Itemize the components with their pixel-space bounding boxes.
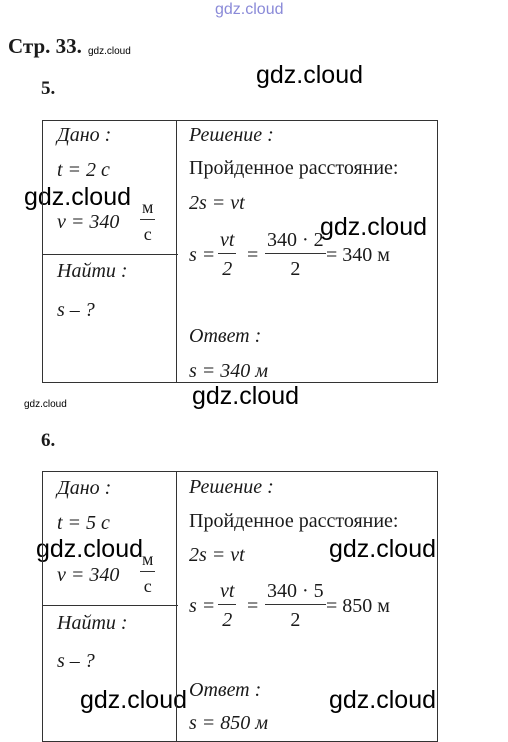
watermark-2: gdz.cloud [24, 183, 132, 211]
answer-value: s = 340 м [189, 360, 269, 382]
table-divider-horizontal [42, 605, 178, 606]
velocity-unit [140, 550, 155, 595]
find-value: s – ? [57, 650, 95, 672]
find-label: Найти : [57, 260, 128, 282]
fraction-vt-over-2: $\frac{vt}{2}$ [220, 229, 235, 280]
table-divider-vertical [176, 471, 177, 742]
distance-label: Пройденное расстояние: [189, 510, 399, 532]
equation-1: 2s = vt [189, 544, 245, 566]
equation-2-lhs: s = [189, 244, 216, 266]
problem-number: 6. [41, 430, 56, 451]
table-divider-vertical [176, 120, 177, 383]
watermark-5: gdz.cloud [36, 535, 144, 563]
velocity-unit-num: м [140, 198, 155, 220]
watermark-4: gdz.cloud [192, 382, 300, 410]
answer-value: s = 850 м [189, 712, 269, 734]
watermark-7: gdz.cloud [80, 686, 188, 714]
distance-label: Пройденное расстояние: [189, 157, 399, 179]
equation-2-result: = 850 м [326, 595, 390, 617]
solution-label: Решение : [189, 124, 274, 146]
fraction-calc: $\frac{340 \cdot 2}{2}$ [267, 229, 324, 280]
velocity-unit-den: с [143, 576, 152, 596]
watermark-small-1: gdz.cloud [88, 46, 131, 57]
velocity-unit-num: м [140, 550, 155, 572]
velocity-unit-den: с [143, 224, 152, 244]
equation-2-equals: = [247, 595, 259, 617]
given-velocity: v = 340 [57, 564, 120, 586]
find-label: Найти : [57, 612, 128, 634]
given-time: t = 2 с [57, 159, 110, 181]
page-title: Стр. 33. [8, 34, 82, 58]
velocity-unit [140, 198, 155, 243]
equation-2-equals: = [247, 244, 259, 266]
table-divider-horizontal [42, 254, 178, 255]
given-time: t = 5 с [57, 512, 110, 534]
given-label: Дано : [57, 124, 112, 146]
equation-1: 2s = vt [189, 192, 245, 214]
watermark-small-2: gdz.cloud [24, 399, 67, 410]
given-label: Дано : [57, 477, 112, 499]
watermark-top: gdz.cloud [215, 1, 284, 18]
equation-2-result: = 340 м [326, 244, 390, 266]
watermark-1: gdz.cloud [256, 61, 364, 89]
answer-label: Ответ : [189, 679, 262, 701]
solution-label: Решение : [189, 476, 274, 498]
watermark-6: gdz.cloud [329, 535, 437, 563]
fraction-calc: $\frac{340 \cdot 5}{2}$ [267, 580, 324, 631]
equation-2-lhs: s = [189, 595, 216, 617]
watermark-3: gdz.cloud [320, 213, 428, 241]
given-velocity: v = 340 [57, 211, 120, 233]
answer-label: Ответ : [189, 325, 262, 347]
problem-number: 5. [41, 78, 56, 99]
watermark-8: gdz.cloud [329, 686, 437, 714]
find-value: s – ? [57, 299, 95, 321]
fraction-vt-over-2: $\frac{vt}{2}$ [220, 580, 235, 631]
